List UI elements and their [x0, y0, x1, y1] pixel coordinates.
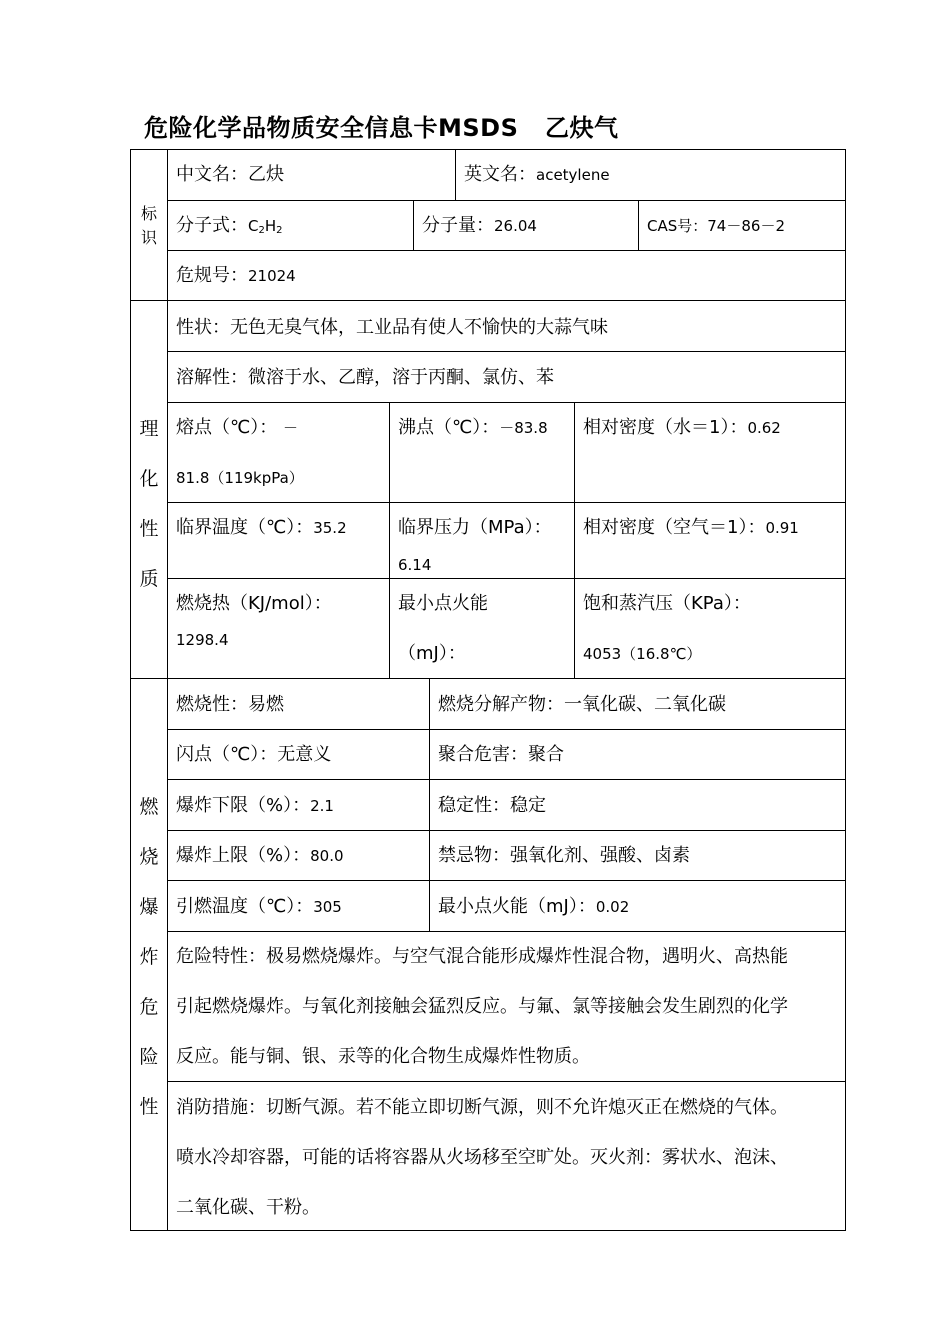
formula-c: C — [248, 217, 259, 235]
flammability: 燃烧性：易燃 — [176, 694, 284, 715]
min-ignition-energy-fire: 最小点火能（mJ）：0.02 — [438, 896, 630, 917]
crit-temp-label: 临界温度（℃）： — [176, 517, 314, 538]
upper-explosive-limit: 爆炸上限（%）：80.0 — [176, 845, 344, 866]
combustion-heat — [176, 594, 332, 614]
hazard-number — [176, 266, 296, 286]
formula-h: H — [264, 217, 277, 235]
boiling-point — [398, 418, 548, 438]
critical-pressure — [398, 518, 552, 538]
melting-label: 熔点（℃）： — [176, 417, 278, 438]
molecular-formula — [176, 216, 283, 241]
rel-density-water-value: 0.62 — [747, 419, 781, 437]
boiling-value: －83.8 — [499, 419, 548, 437]
appearance: 性状：无色无臭气体，工业品有使人不愉快的大蒜气味 — [176, 317, 608, 338]
row-divider — [167, 779, 846, 780]
row-divider — [167, 250, 846, 251]
polymerization-hazard: 聚合危害：聚合 — [438, 744, 564, 765]
page-title: 危险化学品物质安全信息卡MSDS 乙炔气 — [144, 114, 619, 142]
formula-h-sub: 2 — [276, 225, 283, 236]
critical-temperature — [176, 518, 347, 538]
vapor-pressure-value: 4053（16.8℃） — [583, 645, 702, 663]
crit-temp-value: 35.2 — [313, 519, 347, 537]
hazard-characteristics-line-2: 引起燃烧爆炸。与氧化剂接触会猛烈反应。与氟、氯等接触会发生剧烈的化学 — [176, 996, 788, 1017]
section-label-physical: 理 化 性 质 — [139, 418, 159, 590]
row-divider — [167, 729, 846, 730]
rel-density-air-value: 0.91 — [765, 519, 799, 537]
rel-density-air-label: 相对密度（空气＝1）： — [583, 517, 766, 538]
critical-pressure-value: 6.14 — [398, 556, 432, 574]
row-divider — [167, 578, 846, 579]
col-divider — [574, 402, 575, 678]
row-divider — [167, 502, 846, 503]
rel-density-water-label: 相对密度（水＝1）： — [583, 417, 748, 438]
cas-number — [647, 216, 785, 236]
relative-density-air — [583, 518, 799, 538]
english-name — [464, 165, 610, 185]
section-divider — [130, 678, 846, 679]
hazard-characteristics-line-1: 危险特性：极易燃烧爆炸。与空气混合能形成爆炸性混合物，遇明火、高热能 — [176, 946, 788, 967]
crit-pressure-label: 临界压力（MPa）： — [398, 517, 552, 538]
cas-label: CAS号： — [647, 217, 708, 235]
row-divider — [167, 402, 846, 403]
lower-explosive-limit: 爆炸下限（%）：2.1 — [176, 795, 334, 816]
melting-point — [176, 418, 298, 438]
cas-value: 74－86－2 — [707, 217, 785, 235]
msds-table — [130, 149, 846, 1231]
solubility: 溶解性：微溶于水、乙醇，溶于丙酮、氯仿、苯 — [176, 367, 554, 388]
section-label-identification: 标 识 — [140, 204, 157, 247]
chinese-name: 中文名：乙炔 — [176, 164, 284, 185]
row-divider — [167, 931, 846, 932]
firefighting-line-1: 消防措施：切断气源。若不能立即切断气源，则不允许熄灭正在燃烧的气体。 — [176, 1097, 788, 1118]
boiling-label: 沸点（℃）： — [398, 417, 500, 438]
category-column-divider — [167, 149, 168, 1231]
decomposition-products: 燃烧分解产物：一氧化碳、二氧化碳 — [438, 694, 726, 715]
hazard-no-value: 21024 — [248, 267, 296, 285]
mol-weight-value: 26.04 — [494, 217, 537, 235]
formula-label: 分子式： — [176, 215, 248, 236]
section-label-fire: 燃 烧 爆 炸 危 险 性 — [139, 796, 159, 1118]
col-divider — [389, 402, 390, 678]
relative-density-water — [583, 418, 781, 438]
col-divider — [638, 200, 639, 250]
stability: 稳定性：稳定 — [438, 795, 546, 816]
min-ignition-energy: 最小点火能 — [398, 593, 488, 614]
vapor-pressure — [583, 594, 751, 614]
combustion-heat-label: 燃烧热（KJ/mol）： — [176, 593, 332, 614]
melting-dash: － — [282, 419, 298, 437]
row-divider — [167, 200, 846, 201]
autoignition-temperature: 引燃温度（℃）：305 — [176, 896, 342, 917]
english-name-label: 英文名： — [464, 164, 536, 185]
row-divider — [167, 1081, 846, 1082]
formula-c-sub: 2 — [258, 225, 265, 236]
row-divider — [167, 880, 846, 881]
mol-weight-label: 分子量： — [422, 215, 494, 236]
col-divider — [455, 149, 456, 200]
col-divider — [413, 200, 414, 250]
firefighting-line-2: 喷水冷却容器，可能的话将容器从火场移至空旷处。灭火剂：雾状水、泡沫、 — [176, 1147, 788, 1168]
combustion-heat-value: 1298.4 — [176, 631, 229, 649]
flash-point: 闪点（℃）：无意义 — [176, 744, 332, 765]
molecular-weight — [422, 216, 537, 236]
row-divider — [167, 830, 846, 831]
melting-point-value: 81.8（119kpPa） — [176, 469, 304, 487]
hazard-no-label: 危规号： — [176, 265, 248, 286]
row-divider — [167, 351, 846, 352]
vapor-pressure-label: 饱和蒸汽压（KPa）： — [583, 593, 751, 614]
section-divider — [130, 300, 846, 301]
english-name-value: acetylene — [536, 166, 610, 184]
min-ignition-energy-unit: （mJ）： — [398, 643, 466, 664]
col-divider — [429, 678, 430, 931]
incompatible-materials: 禁忌物：强氧化剂、强酸、卤素 — [438, 845, 690, 866]
firefighting-line-3: 二氧化碳、干粉。 — [176, 1197, 320, 1218]
hazard-characteristics-line-3: 反应。能与铜、银、汞等的化合物生成爆炸性物质。 — [176, 1046, 590, 1067]
